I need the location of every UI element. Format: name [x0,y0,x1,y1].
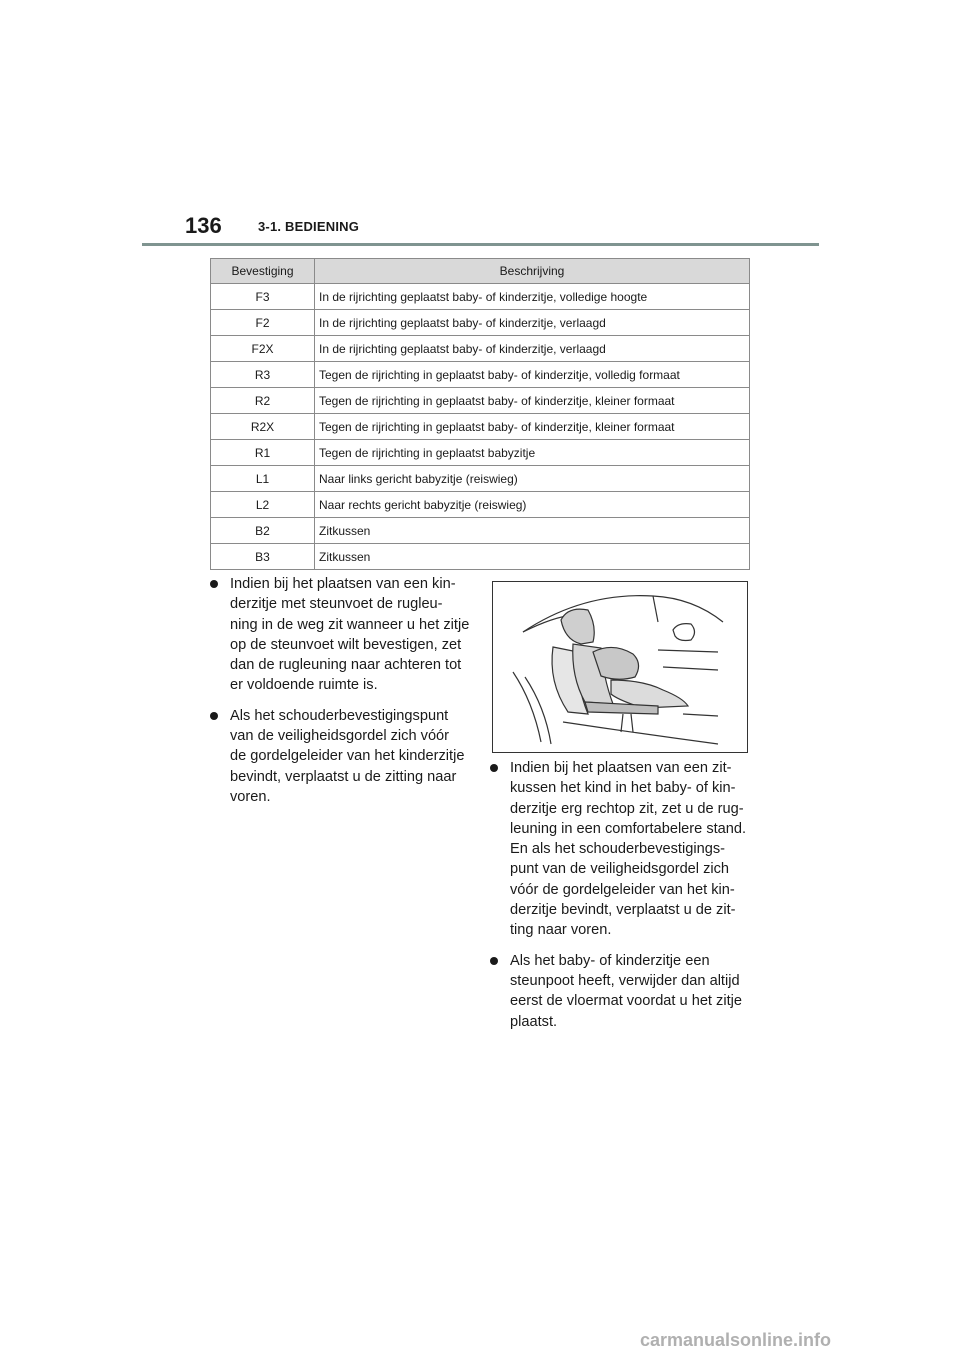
bullet-text: Indien bij het plaatsen van een kin- derzitje met steunvoet de rugleu- ning in de weg zit wanneer u het zitje op de steunvoet wilt bevestigen, zet dan de rugleuning naar achteren tot er voldoende ruimte is. [230,576,470,694]
attachment-description: Tegen de rijrichting in geplaatst baby- of kinderzitje, kleiner formaat [315,414,750,440]
attachment-description: Tegen de rijrichting in geplaatst baby- of kinderzitje, volledig formaat [315,362,750,388]
bullet-text: Indien bij het plaatsen van een zit- kussen het kind in het baby- of kin- derzitje erg rechtop zit, zet u de rug- leuning in een comfortabelere stand. En als het schouderbevestigings- punt van de veiligheidsgordel zich vóór de gordelgeleider van het kin- derzitje bevindt, verplaatst u de zit- ting naar voren. [510,760,747,939]
table-row [211,440,750,466]
attachment-code: R2 [211,388,315,414]
attachment-description: Naar rechts gericht babyzitje (reiswieg) [315,492,750,518]
attachment-code: L2 [211,492,315,518]
attachment-code: L1 [211,466,315,492]
bullet-item [490,951,752,1032]
table-row [211,310,750,336]
attachment-code: F2X [211,336,315,362]
table-header-row [211,259,750,284]
table-row [211,518,750,544]
table-row [211,336,750,362]
attachment-code: F3 [211,284,315,310]
bullet-text: Als het baby- of kinderzitje een steunpoot heeft, verwijder dan altijd eerst de vloermat voordat u het zitje plaatst. [510,952,742,1030]
attachment-code: R1 [211,440,315,466]
bullet-dot-icon [490,957,498,965]
attachment-description: In de rijrichting geplaatst baby- of kinderzitje, volledige hoogte [315,284,750,310]
attachment-description: In de rijrichting geplaatst baby- of kinderzitje, verlaagd [315,336,750,362]
child-seat-illustration [492,581,748,753]
bullet-item [210,574,472,696]
watermark: carmanualsonline.info [640,1330,832,1350]
table-row [211,414,750,440]
attachment-description: Naar links gericht babyzitje (reiswieg) [315,466,750,492]
attachment-description: In de rijrichting geplaatst baby- of kinderzitje, verlaagd [315,310,750,336]
car-seat-illustration-icon [493,582,747,752]
right-column [490,758,752,1042]
column-header-bevestiging: Bevestiging [211,259,315,284]
table-row [211,544,750,570]
attachment-description: Tegen de rijrichting in geplaatst baby- of kinderzitje, kleiner formaat [315,388,750,414]
attachment-code: R2X [211,414,315,440]
attachment-code: B3 [211,544,315,570]
bullet-item [210,706,472,807]
left-column [210,574,472,817]
bullet-item [490,758,752,941]
table-row [211,284,750,310]
attachment-code: B2 [211,518,315,544]
table-row [211,362,750,388]
attachment-code: R3 [211,362,315,388]
table-row [211,388,750,414]
page-number: 136 [185,213,222,238]
column-header-beschrijving: Beschrijving [315,259,750,284]
bullet-dot-icon [210,580,218,588]
attachment-code: F2 [211,310,315,336]
attachment-description: Tegen de rijrichting in geplaatst babyzitje [315,440,750,466]
table-row [211,466,750,492]
bullet-text: Als het schouderbevestigingspunt van de veiligheidsgordel zich vóór de gordelgeleider van het kinderzitje bevindt, verplaatst u de zitting naar voren. [230,707,465,805]
table-row [211,492,750,518]
attachment-table [210,258,750,570]
section-title: 3-1. BEDIENING [258,219,360,234]
bullet-dot-icon [210,712,218,720]
table-body [211,284,750,570]
attachment-description: Zitkussen [315,518,750,544]
attachment-description: Zitkussen [315,544,750,570]
bullet-dot-icon [490,764,498,772]
header-divider [142,243,819,246]
